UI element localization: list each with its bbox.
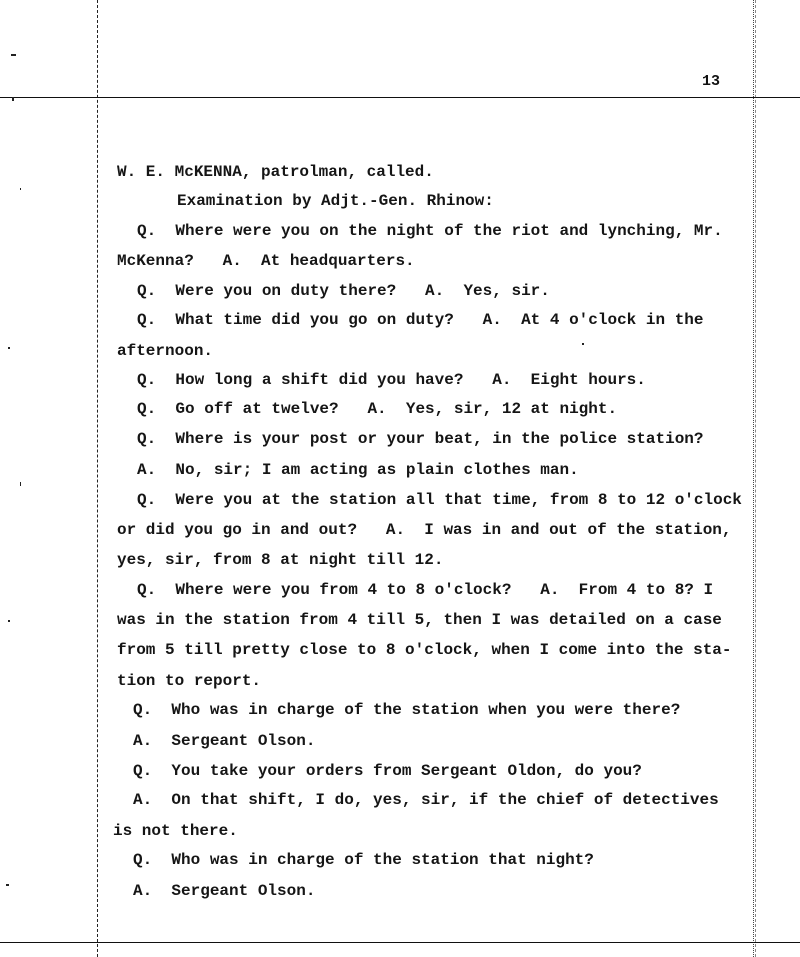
transcript-line: A. Sergeant Olson. bbox=[133, 732, 316, 750]
transcript-line: from 5 till pretty close to 8 o'clock, when I come into the sta- bbox=[117, 641, 732, 659]
transcript-line: Q. Were you at the station all that time, from 8 to 12 o'clock bbox=[137, 491, 742, 509]
right-margin-rule-secondary bbox=[755, 0, 756, 957]
transcript-line: Q. How long a shift did you have? A. Eight hours. bbox=[137, 371, 646, 389]
right-margin-rule bbox=[753, 0, 754, 957]
transcript-line: McKenna? A. At headquarters. bbox=[117, 252, 415, 270]
transcript-line: A. No, sir; I am acting as plain clothes man. bbox=[137, 461, 579, 479]
transcript-line: Q. What time did you go on duty? A. At 4 o'clock in the bbox=[137, 311, 704, 329]
transcript-line: Q. Go off at twelve? A. Yes, sir, 12 at night. bbox=[137, 400, 618, 418]
transcript-line: Examination by Adjt.-Gen. Rhinow: bbox=[177, 192, 494, 210]
transcript-line: or did you go in and out? A. I was in and out of the station, bbox=[117, 521, 732, 539]
transcript-line: Q. Who was in charge of the station that night? bbox=[133, 851, 594, 869]
transcript-line: tion to report. bbox=[117, 672, 262, 690]
transcript-line: Q. Where were you on the night of the riot and lynching, Mr. bbox=[137, 222, 723, 240]
transcript-line: Q. Were you on duty there? A. Yes, sir. bbox=[137, 282, 550, 300]
transcript-line: afternoon. bbox=[117, 342, 214, 360]
scan-speck bbox=[20, 482, 21, 486]
transcript-line: is not there. bbox=[113, 822, 238, 840]
scan-speck bbox=[582, 343, 584, 345]
scan-speck bbox=[11, 54, 16, 56]
scan-speck bbox=[8, 620, 10, 622]
transcript-line: A. On that shift, I do, yes, sir, if the chief of detectives bbox=[133, 791, 719, 809]
header-rule bbox=[0, 97, 800, 98]
scan-speck bbox=[6, 884, 9, 886]
scan-speck bbox=[8, 347, 10, 349]
transcript-line: yes, sir, from 8 at night till 12. bbox=[117, 551, 444, 569]
transcript-line: Q. Where is your post or your beat, in the police station? bbox=[137, 430, 704, 448]
transcript-line: Q. Who was in charge of the station when you were there? bbox=[133, 701, 681, 719]
transcript-line: Q. You take your orders from Sergeant Oldon, do you? bbox=[133, 762, 642, 780]
transcript-line: Q. Where were you from 4 to 8 o'clock? A. From 4 to 8? I bbox=[137, 581, 714, 599]
transcript-line: was in the station from 4 till 5, then I was detailed on a case bbox=[117, 611, 722, 629]
page-number: 13 bbox=[702, 73, 721, 90]
scan-speck bbox=[20, 188, 21, 190]
transcript-line: A. Sergeant Olson. bbox=[133, 882, 316, 900]
left-margin-rule bbox=[97, 0, 98, 957]
transcript-line: W. E. McKENNA, patrolman, called. bbox=[117, 163, 434, 181]
footer-rule bbox=[0, 942, 800, 943]
scan-speck bbox=[12, 97, 14, 101]
